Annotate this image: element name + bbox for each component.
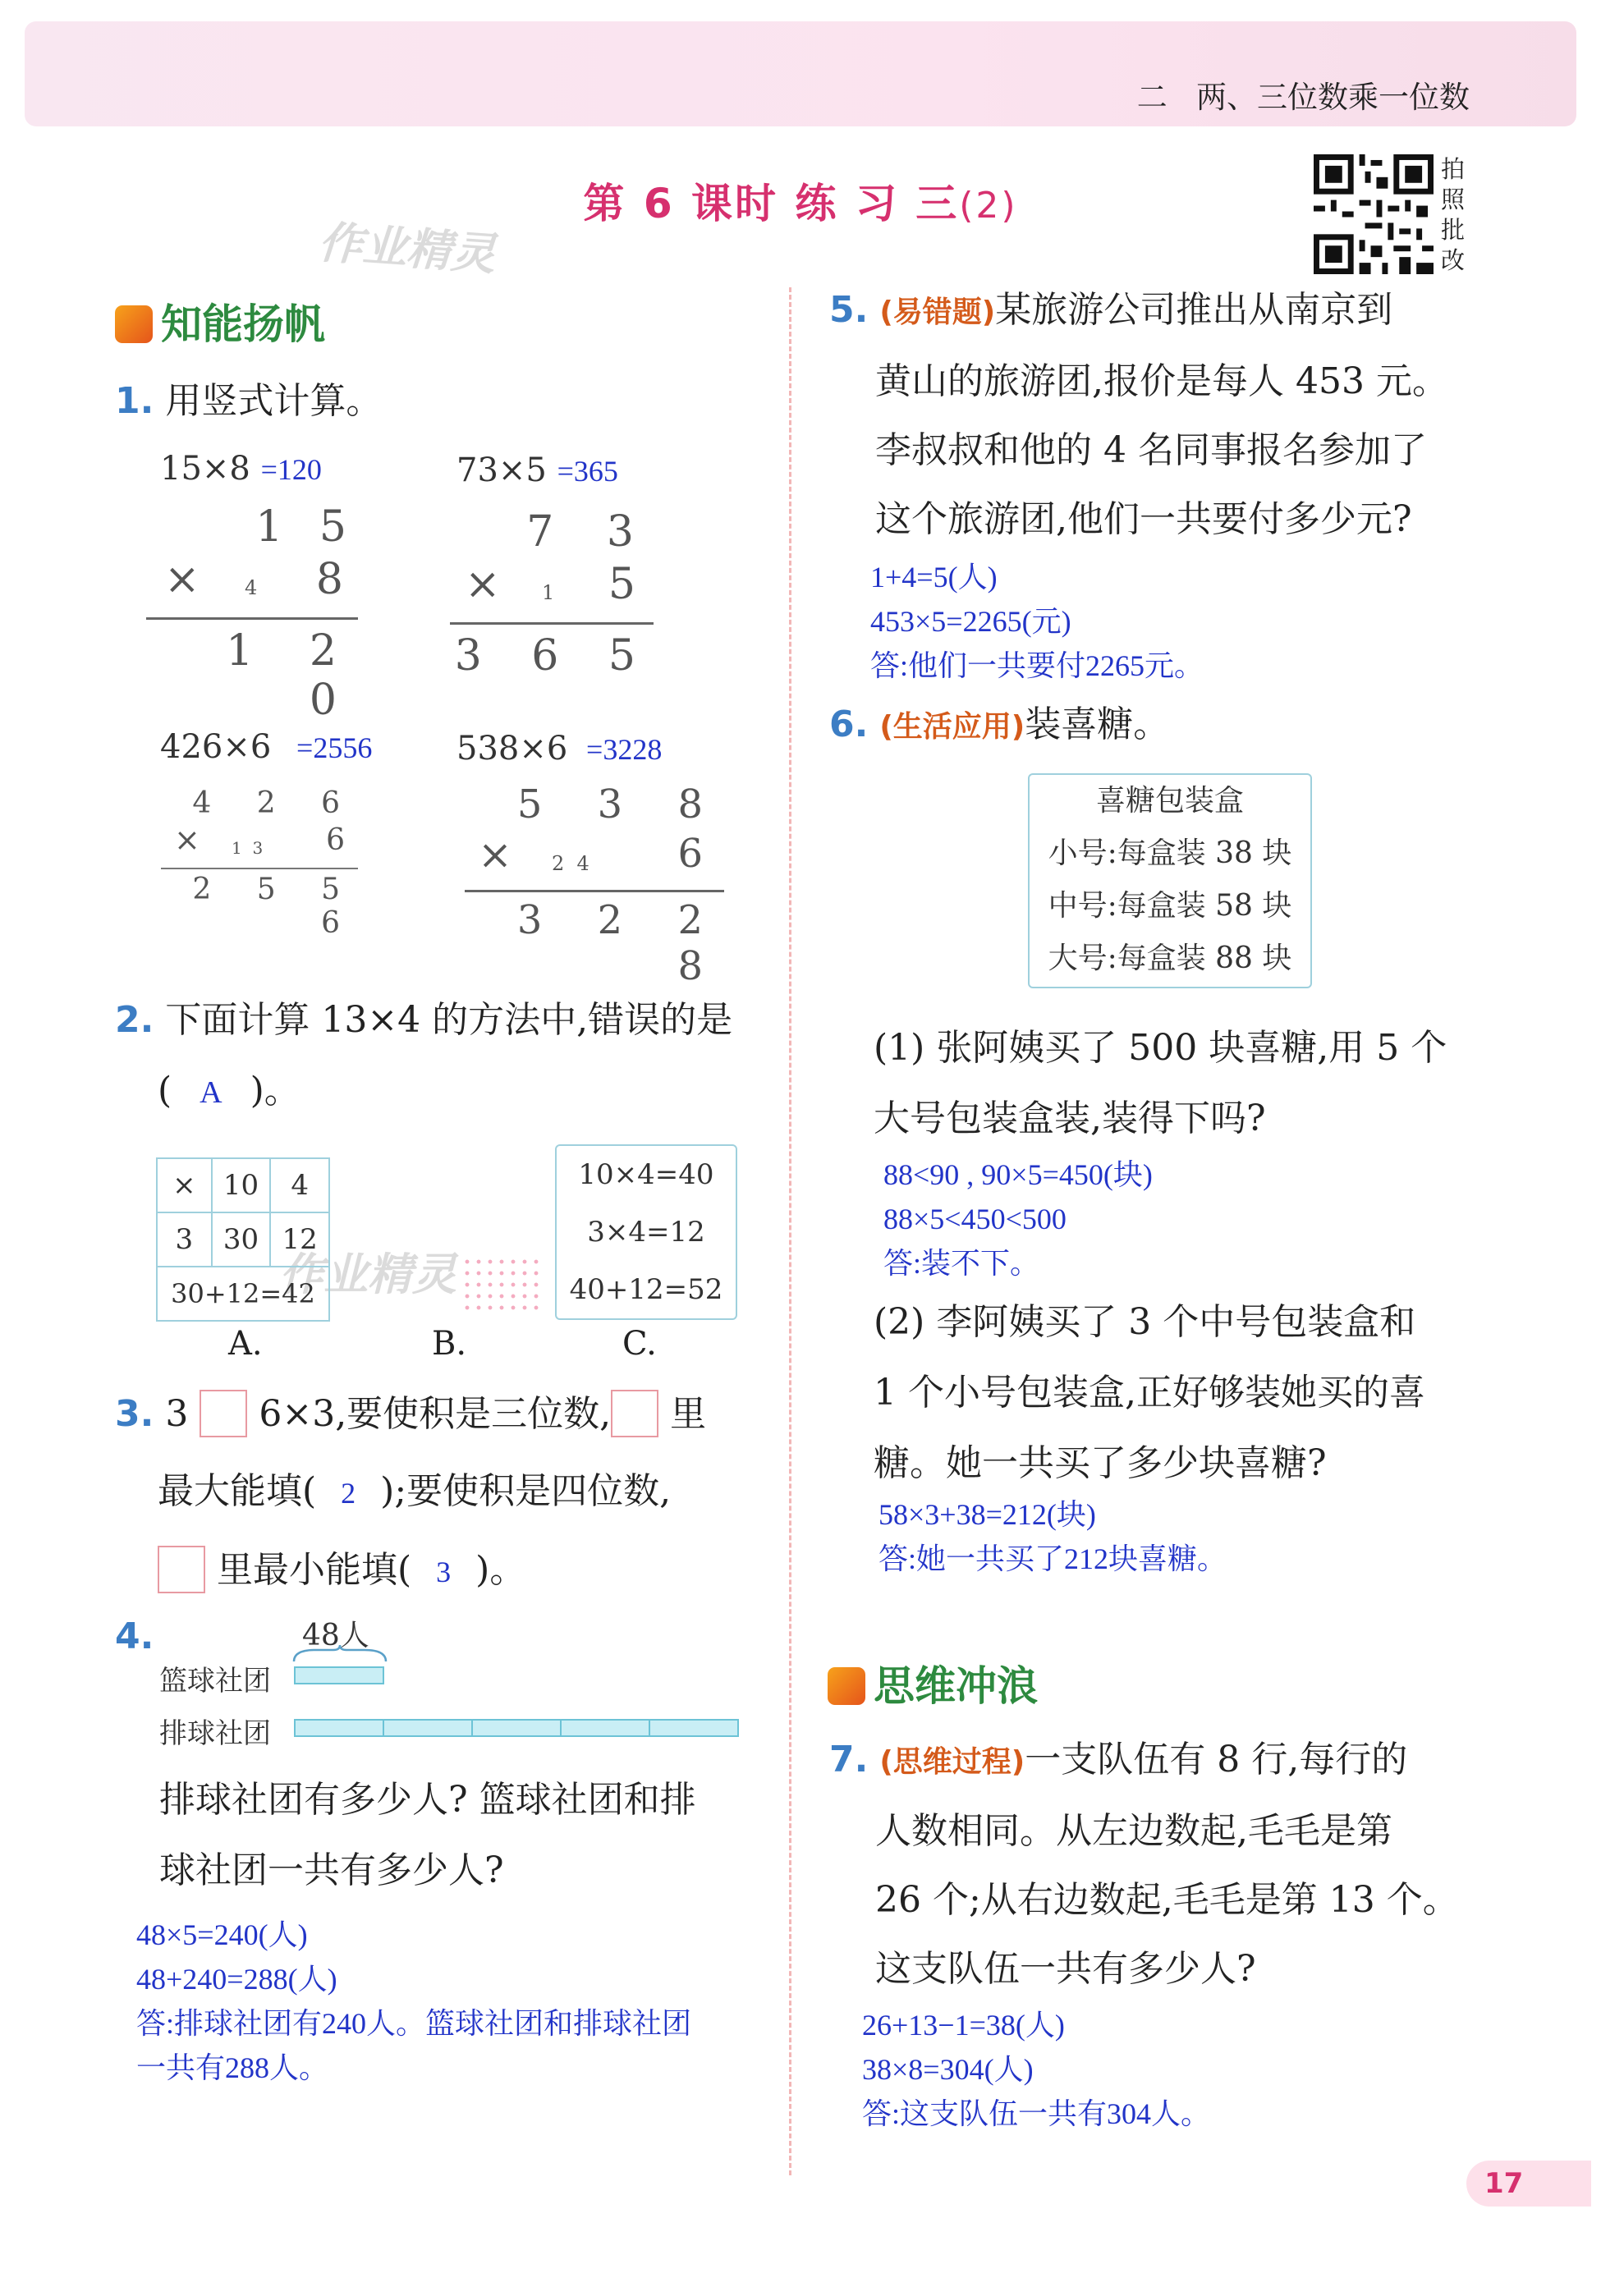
question-number: 2. (115, 999, 154, 1041)
question-6-part-2 (874, 1287, 1425, 1499)
section-heading-knowledge (115, 291, 325, 351)
answer-line: 1+4=5(人) (870, 561, 998, 593)
question-text: 最大能填( (158, 1470, 317, 1512)
box-line: 大号:每盒装 88 块 (1048, 942, 1292, 975)
question-text: 黄山的旅游团,报价是每人 453 元。 (875, 360, 1448, 402)
volleyball-bar (294, 1719, 739, 1737)
expr-answer: =2556 (296, 731, 373, 764)
answer-line: 答:装不下。 (883, 1247, 1040, 1280)
paren-open: ( (158, 1070, 172, 1111)
question-text: (2) 李阿姨买了 3 个中号包装盒和 (874, 1301, 1416, 1343)
multiplicand: 4 2 6 (192, 786, 358, 820)
title-main: 第 6 课时 练 习 三 (583, 180, 960, 227)
grid-cell: 10 (212, 1158, 271, 1212)
question-text: 糖。她一共买了多少块喜糖? (874, 1442, 1327, 1484)
calc-line: 10×4=40 (578, 1158, 714, 1191)
multiplicand: 1 5 (255, 502, 358, 552)
chapter-title: 二 两、三位数乘一位数 (1136, 80, 1470, 115)
expr-text: 15×8 (160, 450, 250, 488)
question-2 (115, 985, 764, 1128)
times-sign: × (465, 560, 501, 609)
question-text: )。 (475, 1549, 526, 1591)
option-label-a: A. (228, 1325, 263, 1363)
vertical-calc-2 (450, 507, 654, 681)
question-text: 这个旅游团,他们一共要付多少元? (875, 498, 1412, 540)
grid-cell: 30 (212, 1212, 271, 1267)
wave-icon (828, 1667, 865, 1705)
blank-box[interactable] (611, 1390, 658, 1437)
qr-label: 拍照批改 (1441, 155, 1466, 274)
answer-blank[interactable]: A (200, 1075, 222, 1110)
question-text: 装喜糖。 (1025, 703, 1170, 745)
question-tag: (生活应用) (879, 710, 1025, 744)
question-text: 球社团一共有多少人? (159, 1849, 504, 1891)
label-48: 48人 (302, 1619, 369, 1652)
answer-line: 答:这支队伍一共有304人。 (862, 2097, 1211, 2130)
calc-line: 40+12=52 (569, 1273, 723, 1306)
question-tag: (易错题) (879, 296, 996, 329)
expr-73x5 (456, 451, 618, 489)
question-text: 用竖式计算。 (165, 380, 383, 422)
digit-text: 3 (165, 1393, 189, 1435)
question-6-answer-1 (883, 1153, 1153, 1285)
option-label-b: B. (432, 1325, 467, 1363)
basketball-label: 篮球社团 (159, 1665, 271, 1698)
product: 2 5 5 6 (192, 873, 358, 940)
expr-text: 538×6 (456, 730, 568, 768)
expr-text: 426×6 (160, 728, 272, 766)
blank-box[interactable] (200, 1390, 247, 1437)
watermark: 作业精灵 (316, 216, 498, 281)
answer-line: 38×8=304(人) (862, 2053, 1034, 2086)
page-number: 17 (1466, 2161, 1591, 2207)
grid-cell: 4 (270, 1158, 329, 1212)
box-line: 小号:每盒装 38 块 (1048, 836, 1292, 870)
vertical-calc-1 (146, 502, 358, 725)
question-text: 1 个小号包装盒,正好够装她买的喜 (874, 1372, 1425, 1414)
question-text: 某旅游公司推出从南京到 (995, 289, 1393, 331)
column-divider (789, 287, 791, 2175)
question-1 (115, 366, 382, 437)
question-text: 李叔叔和他的 4 名同事报名参加了 (875, 429, 1427, 471)
vertical-calc-3 (161, 786, 358, 940)
option-label-c: C. (622, 1325, 657, 1363)
answer-line: 88×5<450<500 (883, 1203, 1067, 1235)
question-text: 6×3,要使积是三位数, (259, 1393, 612, 1435)
box-line: 中号:每盒装 58 块 (1048, 889, 1292, 923)
question-number: 5. (829, 289, 869, 331)
answer-line: 答:他们一共要付2265元。 (870, 649, 1204, 682)
answer-blank[interactable]: 2 (341, 1477, 356, 1510)
option-a-grid (156, 1157, 330, 1322)
question-text: 这支队伍一共有多少人? (875, 1948, 1256, 1990)
vertical-calc-4 (465, 781, 724, 989)
question-text: 一支队伍有 8 行,每行的 (1025, 1739, 1408, 1780)
times-sign: × (164, 555, 200, 604)
qr-code[interactable] (1314, 154, 1434, 274)
title-part: (2) (959, 185, 1018, 227)
option-c-box (555, 1144, 737, 1320)
section-label: 思维冲浪 (874, 1662, 1038, 1710)
question-4-number (115, 1615, 154, 1657)
question-number: 4. (115, 1615, 154, 1657)
multiplier: 5 (608, 560, 635, 609)
grid-cell: 12 (270, 1212, 329, 1267)
times-sign: × (174, 822, 200, 858)
candy-box-info (1028, 773, 1312, 988)
answer-line: 88<90 , 90×5=450(块) (883, 1158, 1153, 1191)
multiplicand: 5 3 8 (516, 781, 724, 827)
box-title: 喜糖包装盒 (1095, 784, 1244, 818)
question-number: 6. (829, 703, 869, 745)
expr-538x6 (456, 730, 662, 768)
question-5 (829, 276, 1552, 554)
section-label: 知能扬帆 (161, 300, 325, 348)
carry-digit: 1 3 (232, 838, 264, 858)
question-3 (115, 1376, 772, 1611)
question-number: 7. (829, 1739, 869, 1780)
question-7-answer (862, 2003, 1210, 2136)
question-text: (1) 张阿姨买了 500 块喜糖,用 5 个 (874, 1027, 1447, 1069)
question-6 (829, 690, 1169, 763)
grid-sum: 30+12=42 (157, 1267, 329, 1321)
answer-blank[interactable]: 3 (436, 1556, 452, 1588)
question-6-part-1 (874, 1013, 1447, 1154)
question-5-answer (870, 555, 1204, 688)
question-text: );要使积是四位数, (380, 1470, 672, 1512)
question-4-text (159, 1765, 696, 1906)
volleyball-label: 排球社团 (159, 1717, 271, 1750)
carry-digit: 1 (542, 581, 555, 604)
product: 1 2 0 (226, 626, 358, 725)
expr-text: 73×5 (456, 451, 547, 489)
answer-line: 48×5=240(人) (136, 1918, 308, 1951)
expr-answer: =120 (260, 453, 322, 486)
question-4-answer (136, 1913, 691, 2090)
multiplier: 8 (315, 555, 343, 604)
expr-426x6 (160, 728, 372, 766)
multiplier: 6 (677, 831, 703, 877)
expr-15x8 (160, 450, 322, 488)
watermark: 作业精灵 (279, 1249, 456, 1300)
sail-icon (115, 305, 153, 343)
blank-box[interactable] (158, 1546, 205, 1593)
product: 3 6 5 (454, 631, 654, 681)
answer-line: 48+240=288(人) (136, 1963, 337, 1996)
expr-answer: =365 (557, 455, 618, 488)
answer-line: 一共有288人。 (136, 2051, 329, 2084)
calc-line: 3×4=12 (587, 1216, 705, 1249)
answer-line: 453×5=2265(元) (870, 605, 1071, 638)
question-7 (829, 1725, 1552, 2004)
brace-icon (291, 1643, 389, 1665)
grid-cell: 3 (157, 1212, 212, 1267)
question-6-answer-2 (878, 1492, 1227, 1581)
multiplicand: 7 3 (526, 507, 654, 557)
answer-line: 答:她一共买了212块喜糖。 (878, 1542, 1227, 1575)
question-tag: (思维过程) (879, 1745, 1025, 1779)
section-heading-thinking (828, 1653, 1038, 1712)
times-sign: × (478, 831, 512, 878)
carry-digit: 4 (245, 576, 258, 599)
question-text: 排球社团有多少人? 篮球社团和排 (159, 1779, 696, 1821)
question-number: 1. (115, 380, 154, 422)
question-text: 人数相同。从左边数起,毛毛是第 (875, 1810, 1392, 1852)
answer-line: 26+13−1=38(人) (862, 2009, 1065, 2042)
question-text: 里最小能填( (217, 1549, 412, 1591)
answer-line: 答:排球社团有240人。篮球社团和排球社团 (136, 2007, 692, 2040)
expr-answer: =3228 (586, 733, 663, 766)
question-text: 26 个;从右边数起,毛毛是第 13 个。 (875, 1879, 1459, 1921)
question-text: 大号包装盒装,装得下吗? (874, 1098, 1266, 1139)
product: 3 2 2 8 (516, 897, 724, 989)
question-text: 里 (670, 1393, 707, 1435)
grid-cell: × (157, 1158, 212, 1212)
basketball-bar (294, 1666, 384, 1684)
question-number: 3. (115, 1393, 154, 1435)
answer-line: 58×3+38=212(块) (878, 1498, 1096, 1531)
option-b-dots (461, 1256, 544, 1312)
question-text: 下面计算 13×4 的方法中,错误的是 (165, 999, 733, 1041)
paren-close: )。 (250, 1070, 300, 1111)
multiplier: 6 (326, 823, 345, 857)
carry-digit: 2 4 (552, 852, 589, 875)
